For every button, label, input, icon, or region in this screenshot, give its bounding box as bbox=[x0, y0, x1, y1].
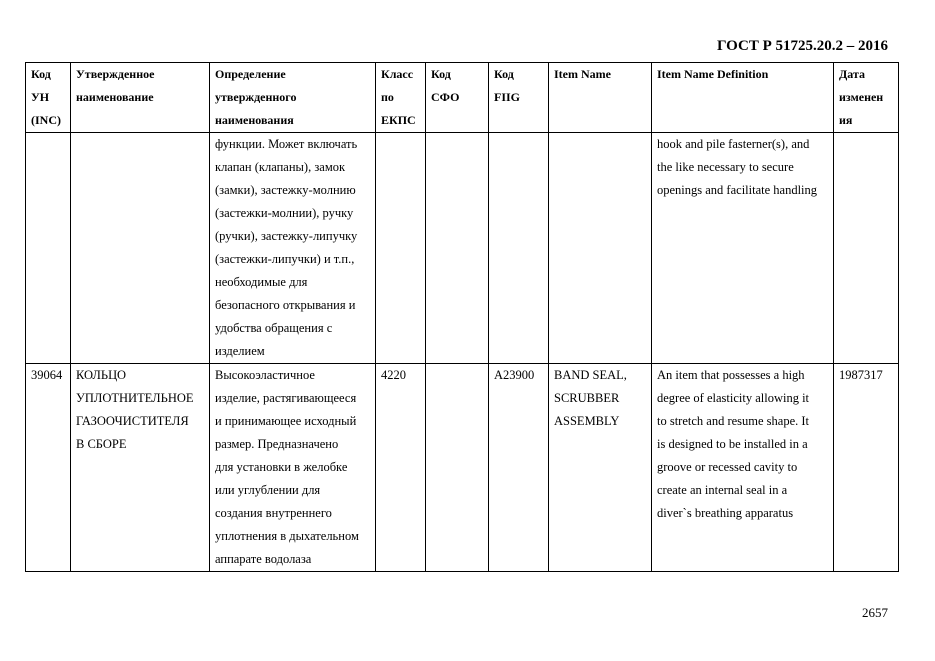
cell-class bbox=[376, 133, 426, 364]
item-name-table bbox=[25, 62, 899, 572]
cell-sfo-code bbox=[426, 364, 489, 572]
cell-definition: Высокоэластичное изделие, растягивающееся и принимающее исходный размер. Предназначено для установки в желобке или углублении для создания внутреннего уплотнения в дыхательном аппарате водолаза bbox=[210, 364, 376, 572]
cell-fiig-code bbox=[489, 133, 549, 364]
table-row bbox=[26, 133, 899, 364]
col-header-item-name-definition: Item Name Definition bbox=[652, 63, 834, 133]
cell-definition: функции. Может включать клапан (клапаны), замок (замки), застежку-молнию (застежки-молнии), ручку (ручки), застежку-липучку (застежки-липучки) и т.п., необходимые для безопасного открывания и удобства обращения с изделием bbox=[210, 133, 376, 364]
cell-inc: 39064 bbox=[26, 364, 71, 572]
col-header-definition: Определение утвержденного наименования bbox=[210, 63, 376, 133]
col-header-item-name: Item Name bbox=[549, 63, 652, 133]
cell-sfo-code bbox=[426, 133, 489, 364]
col-header-approved-name: Утвержденное наименование bbox=[71, 63, 210, 133]
table-header-row bbox=[26, 63, 899, 133]
col-header-inc: Код УН (INC) bbox=[26, 63, 71, 133]
cell-fiig-code: A23900 bbox=[489, 364, 549, 572]
col-header-sfo-code: Код СФО bbox=[426, 63, 489, 133]
table-row bbox=[26, 364, 899, 572]
cell-inc bbox=[26, 133, 71, 364]
cell-change-date: 1987317 bbox=[834, 364, 899, 572]
cell-class: 4220 bbox=[376, 364, 426, 572]
cell-item-name bbox=[549, 133, 652, 364]
cell-change-date bbox=[834, 133, 899, 364]
col-header-change-date: Дата изменен ия bbox=[834, 63, 899, 133]
cell-item-name-definition: An item that possesses a high degree of elasticity allowing it to stretch and resume shape. It is designed to be installed in a groove or recessed cavity to create an internal seal in a diver`s breathing apparatus bbox=[652, 364, 834, 572]
col-header-class: Класс по ЕКПС bbox=[376, 63, 426, 133]
cell-approved-name: КОЛЬЦО УПЛОТНИТЕЛЬНОЕ ГАЗООЧИСТИТЕЛЯ В СБОРЕ bbox=[71, 364, 210, 572]
page-number: 2657 bbox=[862, 605, 888, 620]
cell-item-name: BAND SEAL, SCRUBBER ASSEMBLY bbox=[549, 364, 652, 572]
document-header: ГОСТ Р 51725.20.2 – 2016 bbox=[716, 38, 888, 54]
cell-approved-name bbox=[71, 133, 210, 364]
cell-item-name-definition: hook and pile fasterner(s), and the like necessary to secure openings and facilitate handling bbox=[652, 133, 834, 364]
col-header-fiig-code: Код FIIG bbox=[489, 63, 549, 133]
